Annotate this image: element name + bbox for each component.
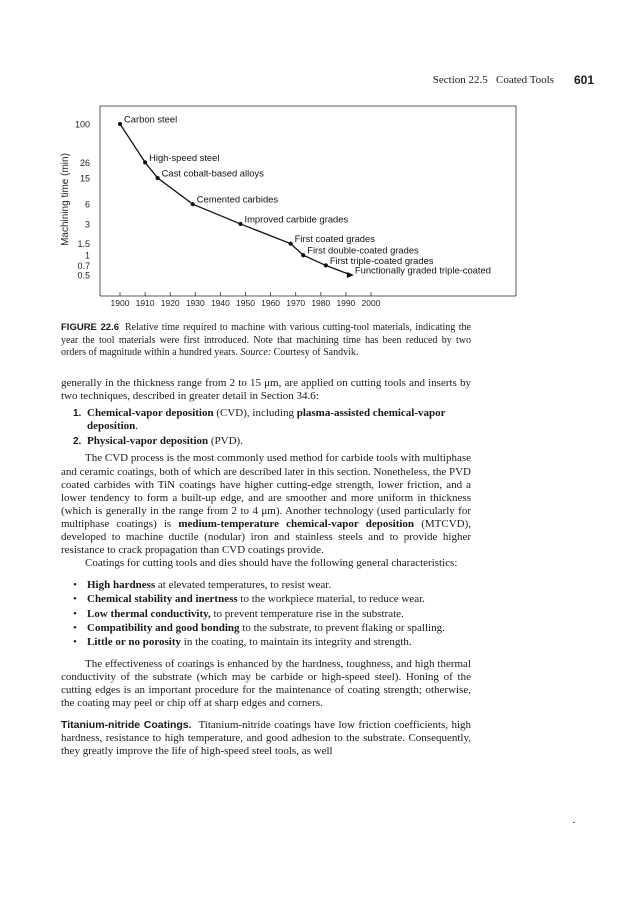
data-label: Improved carbide grades	[244, 213, 349, 225]
y-tick-label: 0.7	[77, 260, 90, 271]
paragraph: Coatings for cutting tools and dies should have the following general characteristics:	[85, 557, 458, 570]
running-head	[0, 74, 636, 90]
data-point	[143, 160, 147, 164]
figure-label: FIGURE 22.6	[61, 322, 119, 333]
data-label: First coated grades	[294, 233, 375, 245]
margin-mark	[573, 822, 575, 823]
data-label: Carbon steel	[124, 113, 178, 125]
figure-caption	[61, 322, 471, 360]
paragraph: The effectiveness of coatings is enhanced by the hardness, toughness, and high thermal conductivity of the substrate (which may be carbide or high-speed steel). Honing of the cutting edges is an important procedure for the maintenance of coating strength; otherwise, the coating may peel or chip off at sharp edges and corners.	[61, 657, 471, 710]
y-tick-label: 3	[84, 219, 90, 230]
data-label: First triple-coated grades	[329, 254, 434, 266]
page-number: 601	[573, 73, 594, 87]
data-label: Functionally graded triple-coated	[354, 264, 491, 276]
data-label: Cemented carbides	[196, 193, 279, 205]
list-item: • Low thermal conductivity, to prevent temperature rise in the substrate.	[73, 607, 404, 620]
list-item: 1. Chemical-vapor deposition (CVD), including plasma-assisted chemical-vapor deposition.	[73, 407, 446, 433]
list-item: 2. Physical-vapor deposition (PVD).	[73, 435, 243, 448]
y-tick-label: 15	[79, 173, 90, 184]
caption-text: Relative time required to machine with various cutting-tool materials, indicating the year the tool materials were first introduced. Note that machining time has been reduced by two orders of magnitude within a hundred years.	[61, 322, 471, 358]
caption-source-text: Courtesy of Sandvik.	[273, 347, 359, 358]
running-head-section: Section 22.5 Coated Tools	[432, 74, 554, 86]
subsection-heading: Titanium-nitride Coatings.	[61, 719, 192, 732]
x-tick-label: 1920	[160, 298, 180, 308]
data-label: High-speed steel	[149, 151, 220, 163]
y-tick-label: 0.5	[77, 270, 90, 281]
numbered-list	[61, 407, 471, 448]
x-tick-label: 1900	[110, 298, 130, 308]
body-text	[61, 377, 471, 758]
x-tick-label: 1940	[210, 298, 230, 308]
list-item: • Compatibility and good bonding to the substrate, to prevent flaking or spalling.	[73, 621, 445, 634]
x-tick-label: 1930	[185, 298, 205, 308]
machining-time-chart	[58, 102, 520, 312]
data-point	[289, 242, 293, 246]
paragraph: The CVD process is the most commonly used method for carbide tools with multiphase and ceramic coatings, both of which are described later in this section. Nonetheless, the PVD coated carbides with TiN coatings have higher cutting-edge strength, lower friction, and a lower tendency to form a built-up edge, and are smoother and more uniform in thickness (which is generally in the range from 2 to 4 μm). Another technology (used particularly for multiphase coatings) is medium-temperature chemical-vapor deposition (MTCVD), developed to machine ductile (nodular) iron and stainless steels and to provide higher resistance to crack propagation than CVD coatings provide.	[61, 452, 471, 557]
x-tick-label: 1990	[336, 298, 356, 308]
y-tick-label: 1	[84, 250, 90, 261]
x-tick-label: 1910	[135, 298, 155, 308]
data-label: First double-coated grades	[307, 244, 419, 256]
data-label: Cast cobalt-based alloys	[161, 167, 264, 179]
data-point	[118, 122, 122, 126]
x-tick-label: 2000	[361, 298, 381, 308]
data-point	[156, 176, 160, 180]
caption-source-label: Source:	[240, 347, 272, 358]
x-tick-label: 1950	[236, 298, 255, 308]
list-item: • Little or no porosity in the coating, to maintain its integrity and strength.	[73, 635, 412, 648]
bullet-list	[61, 579, 471, 648]
y-tick-label: 1.5	[77, 239, 90, 250]
data-point	[301, 253, 305, 257]
x-tick-label: 1960	[261, 298, 281, 308]
x-tick-label: 1970	[286, 298, 306, 308]
y-tick-label: 100	[74, 119, 90, 130]
y-axis-label: Machining time (min)	[60, 153, 71, 246]
data-point	[238, 222, 242, 226]
x-tick-label: 1980	[311, 298, 331, 308]
data-point-arrow	[347, 272, 354, 278]
data-point	[324, 263, 328, 267]
paragraph: generally in the thickness range from 2 to 15 μm, are applied on cutting tools and inserts by two techniques, described in greater detail in Section 34.6:	[61, 377, 471, 403]
list-item: • High hardness at elevated temperatures, to resist wear.	[73, 579, 332, 592]
y-tick-label: 26	[79, 157, 90, 168]
list-item: • Chemical stability and inertness to the workpiece material, to reduce wear.	[73, 593, 425, 606]
paragraph: Titanium-nitride Coatings. Titanium-nitride coatings have low friction coefficients, high hardness, resistance to high temperature, and good adhesion to the substrate. Consequently, they greatly improve the life of high-speed steel tools, as well	[61, 719, 472, 758]
data-point	[191, 202, 195, 206]
y-tick-label: 6	[84, 199, 90, 210]
